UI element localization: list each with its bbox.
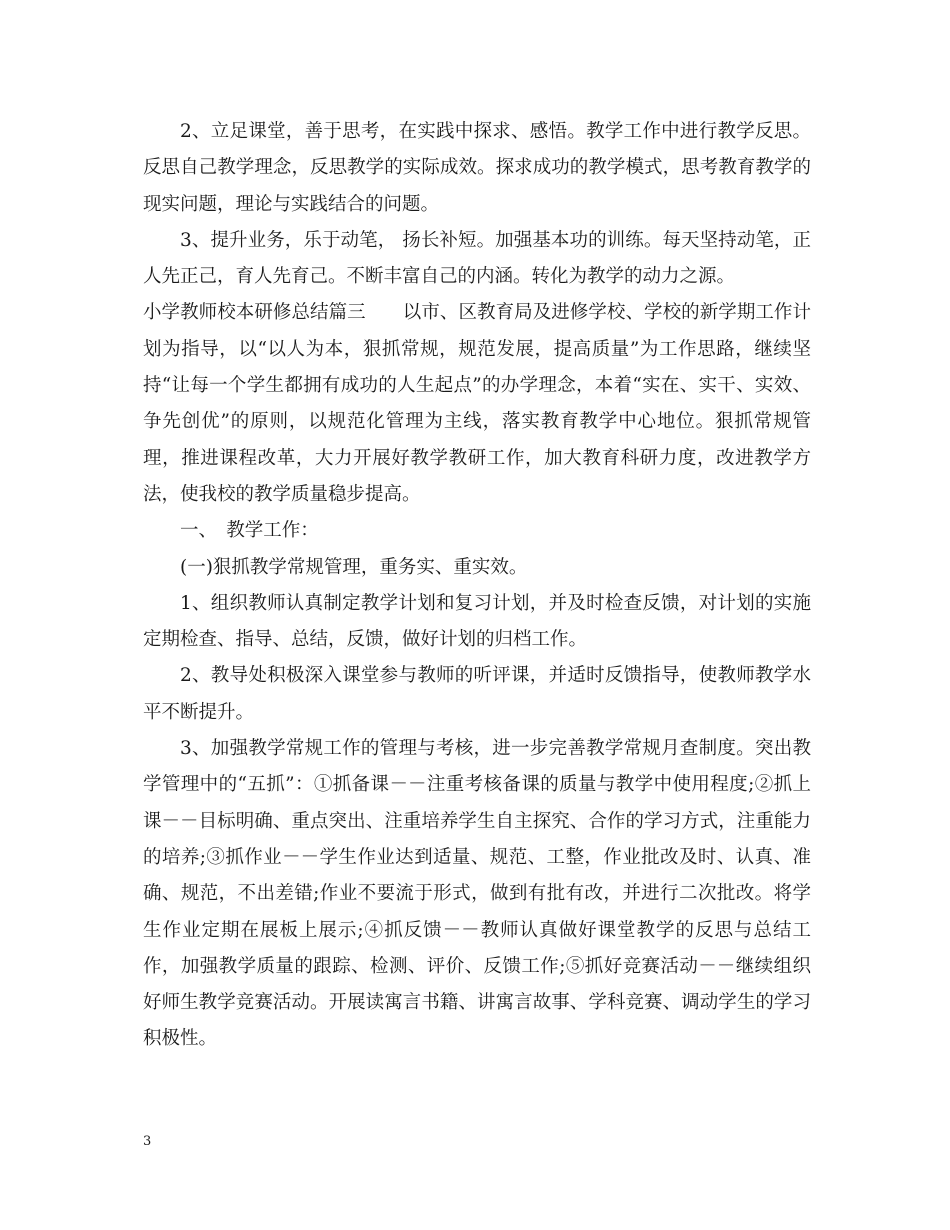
paragraph-2: 3、提升业务，乐于动笔， 扬长补短。加强基本功的训练。每天坚持动笔，正人先正己，育人先育己。不断丰富自己的内涵。转化为教学的动力之源。 (143, 229, 811, 288)
document-body (143, 114, 811, 1058)
paragraph-3: 小学教师校本研修总结篇三 以市、区教育局及进修学校、学校的新学期工作计划为指导，以“以人为本，狠抓常规，规范发展，提高质量”为工作思路，继续坚持“让每一个学生都拥有成功的人生起点”的办学理念，本着“实在、实干、实效、争先创优”的原则，以规范化管理为主线，落实教育教学中心地位。狠抓常规管理，推进课程改革，大力开展好教学教研工作，加大教育科研力度，改进教学方法，使我校的教学质量稳步提高。 (143, 302, 811, 505)
paragraph-6: 1、组织教师认真制定教学计划和复习计划，并及时检查反馈，对计划的实施定期检查、指导、总结，反馈，做好计划的归档工作。 (143, 592, 811, 651)
page-number: 3 (143, 1134, 152, 1149)
subsection-heading: (一)狠抓教学常规管理，重务实、重实效。 (180, 556, 528, 578)
paragraph-1: 2、立足课堂，善于思考，在实践中探求、感悟。教学工作中进行教学反思。反思自己教学理念，反思教学的实际成效。探求成功的教学模式，思考教育教学的现实问题，理论与实践结合的问题。 (143, 121, 811, 215)
paragraph-7: 2、教导处积极深入课堂参与教师的听评课，并适时反馈指导，使教师教学水平不断提升。 (143, 665, 811, 723)
section-heading: 一、 教学工作： (180, 520, 319, 542)
paragraph-8: 3、加强教学常规工作的管理与考核，进一步完善教学常规月查制度。突出教学管理中的“五抓”：①抓备课－－注重考核备课的质量与教学中使用程度;②抓上课－－目标明确、重点突出、注重培养学生自主探究、合作的学习方式，注重能力的培养;③抓作业－－学生作业达到适量、规范、工整，作业批改及时、认真、准确、规范，不出差错;作业不要流于形式，做到有批有改，并进行二次批改。将学生作业定期在展板上展示;④抓反馈－－教师认真做好课堂教学的反思与总结工作，加强教学质量的跟踪、检测、评价、反馈工作;⑤抓好竞赛活动－－继续组织好师生教学竞赛活动。开展读寓言书籍、讲寓言故事、学科竞赛、调动学生的学习积极性。 (143, 738, 811, 1050)
